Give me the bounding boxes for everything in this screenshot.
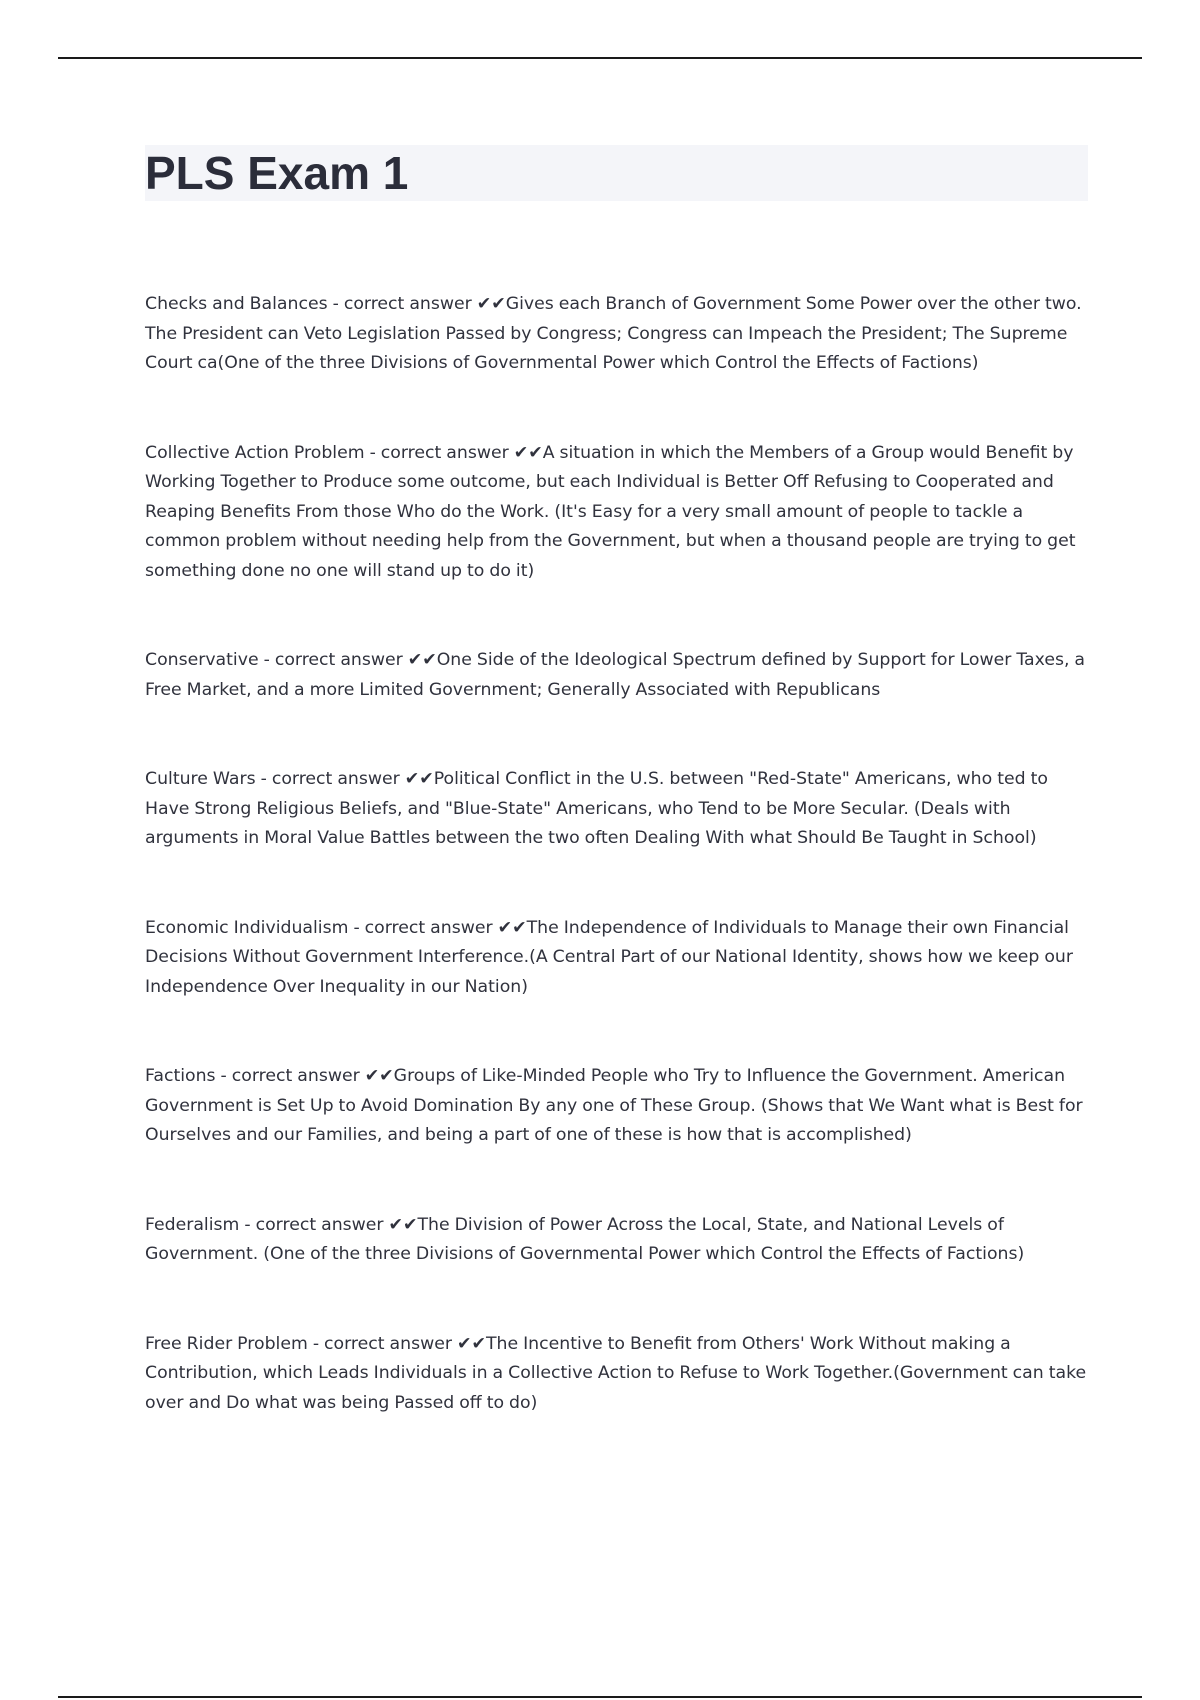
flashcard-entry [145,914,1095,1003]
entry-connector: - correct answer [307,1333,457,1354]
flashcard-list [145,290,1095,1478]
entry-definition: A situation in which the Members of a Group would Benefit by Working Together to Produce some outcome, but each Individual is Better Off Refusing to Cooperated and Reaping Benefits From those Who do the Work. (It's Easy for a very small amount of people to tackle a common problem without needing help from the Government, but when a thousand people are trying to get something done no one will stand up to do it) [145,442,1076,581]
flashcard-entry [145,439,1095,587]
bottom-rule [58,1696,1142,1698]
flashcard-entry [145,1211,1095,1270]
entry-definition: The Independence of Individuals to Manage their own Financial Decisions Without Government Interference.(A Central Part of our National Identity, shows how we keep our Independence Over Inequality in our Nation) [145,917,1073,997]
entry-term: Conservative [145,650,259,670]
entry-term: Federalism [145,1214,240,1235]
checkmark-icon: ✔✔ [476,294,506,314]
entry-definition: One Side of the Ideological Spectrum defined by Support for Lower Taxes, a Free Market, and a more Limited Government; Generally Associated with Republicans [145,650,1086,700]
flashcard-entry [145,1330,1095,1419]
checkmark-icon: ✔✔ [513,442,543,463]
flashcard-entry [145,646,1095,705]
checkmark-icon: ✔✔ [407,650,437,670]
entry-connector: - correct answer [364,442,514,463]
entry-definition: Gives each Branch of Government Some Power over the other two. The President can Veto Legislation Passed by Congress; Congress can Impeach the President; The Supreme Court ca(One of the three Divisions of Governmental Power which Control the Effects of Factions) [145,294,1082,373]
entry-definition: The Incentive to Benefit from Others' Work Without making a Contribution, which Leads Individuals in a Collective Action to Refuse to Work Together.(Government can take over and Do what was being Passed off to do) [145,1333,1087,1413]
entry-term: Factions [145,1066,216,1086]
entry-term: Free Rider Problem [145,1333,308,1354]
entry-connector: - correct answer [239,1214,389,1235]
entry-definition: The Division of Power Across the Local, State, and National Levels of Government. (One of the three Divisions of Governmental Power which Control the Effects of Factions) [145,1214,1025,1264]
checkmark-icon: ✔✔ [388,1214,418,1235]
flashcard-entry [145,765,1095,854]
page-title: PLS Exam 1 [145,147,409,199]
entry-term: Checks and Balances [145,294,328,314]
flashcard-entry [145,290,1095,379]
entry-connector: - correct answer [255,769,405,789]
entry-connector: - correct answer [258,650,408,670]
checkmark-icon: ✔✔ [497,917,527,938]
entry-term: Collective Action Problem [145,442,365,463]
entry-connector: - correct answer [327,294,477,314]
checkmark-icon: ✔✔ [364,1066,394,1086]
checkmark-icon: ✔✔ [404,769,434,789]
entry-term: Economic Individualism [145,917,349,938]
flashcard-entry [145,1062,1095,1151]
entry-definition: Groups of Like-Minded People who Try to Influence the Government. American Government is Set Up to Avoid Domination By any one of These Group. (Shows that We Want what is Best for Ourselves and our Families, and being a part of one of these is how that is accomplished) [145,1066,1083,1145]
entry-connector: - correct answer [215,1066,365,1086]
top-rule [58,57,1142,59]
checkmark-icon: ✔✔ [456,1333,486,1354]
entry-connector: - correct answer [348,917,498,938]
entry-term: Culture Wars [145,769,256,789]
entry-definition: Political Conflict in the U.S. between "Red-State" Americans, who ted to Have Strong Religious Beliefs, and "Blue-State" Americans, who Tend to be More Secular. (Deals with arguments in Moral Value Battles between the two often Dealing With what Should Be Taught in School) [145,769,1048,848]
